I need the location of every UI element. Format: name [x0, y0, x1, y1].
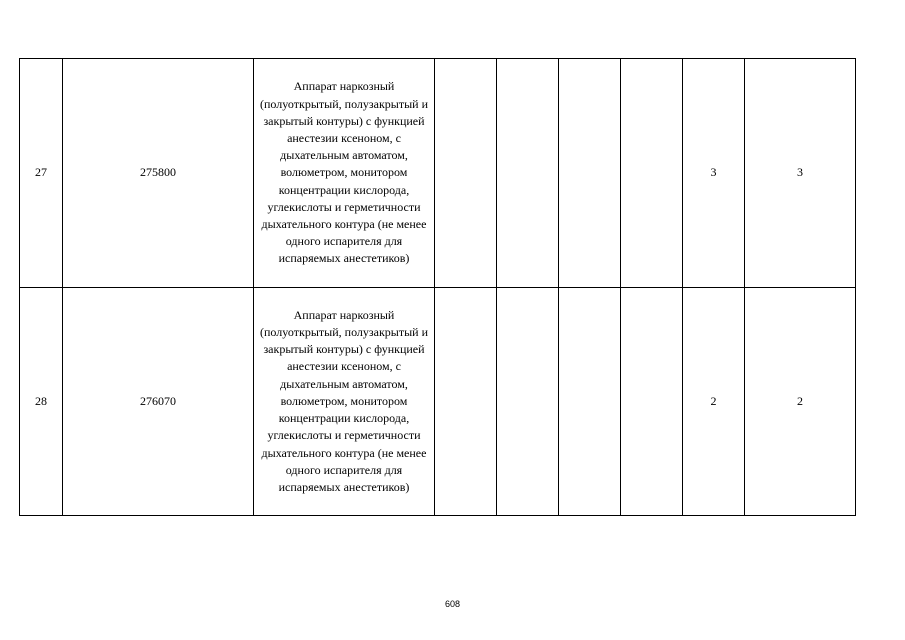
- empty-cell: [435, 288, 497, 516]
- page-number: 608: [444, 599, 461, 609]
- quantity-cell: 3: [683, 59, 745, 288]
- description-cell: Аппарат наркозный (полуоткрытый, полузакрытый и закрытый контуры) с функцией анестезии ксеноном, с дыхательным автоматом, волюметром, монитором концентрации кислорода, углекислоты и герметичности дыхательного контура (не менее одного испарителя для испаряемых анестетиков): [254, 288, 435, 516]
- empty-cell: [621, 288, 683, 516]
- empty-cell: [621, 59, 683, 288]
- code-cell: 275800: [63, 59, 254, 288]
- empty-cell: [435, 59, 497, 288]
- quantity-cell: 2: [683, 288, 745, 516]
- row-number-cell: 27: [20, 59, 63, 288]
- equipment-table: [19, 58, 856, 516]
- table-row: [20, 59, 856, 288]
- quantity-cell: 3: [745, 59, 856, 288]
- quantity-cell: 2: [745, 288, 856, 516]
- description-cell: Аппарат наркозный (полуоткрытый, полузакрытый и закрытый контуры) с функцией анестезии ксеноном, с дыхательным автоматом, волюметром, монитором концентрации кислорода, углекислоты и герметичности дыхательного контура (не менее одного испарителя для испаряемых анестетиков): [254, 59, 435, 288]
- empty-cell: [497, 59, 559, 288]
- empty-cell: [497, 288, 559, 516]
- table-row: [20, 288, 856, 516]
- row-number-cell: 28: [20, 288, 63, 516]
- empty-cell: [559, 288, 621, 516]
- empty-cell: [559, 59, 621, 288]
- code-cell: 276070: [63, 288, 254, 516]
